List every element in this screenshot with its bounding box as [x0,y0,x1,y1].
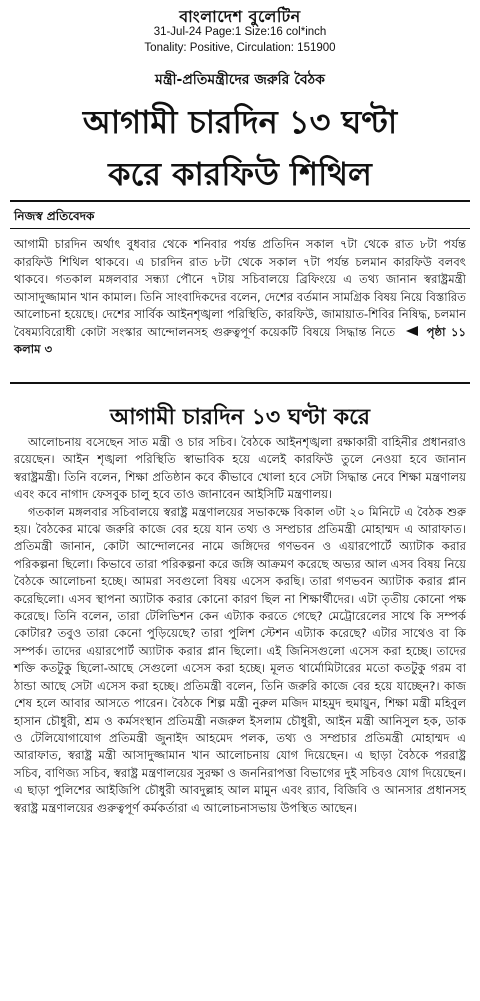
continuation-body [14,434,466,817]
continued-on-page: পৃষ্ঠা ১১ কলাম ৩ [14,324,467,356]
body-paragraph: আলোচনায় বসেছেন সাত মন্ত্রী ও চার সচিব। বৈঠকে আইনশৃঙ্খলা রক্ষাকারী বাহিনীর প্রধানরাও রয়েছেন। আইন শৃঙ্খলা পরিস্থিতি স্বাভাবিক হয়ে এলেই কারফিউ তুলে নেওয়া হবে জানান স্বরাষ্ট্রমন্ত্রী। তিনি বলেন, শিক্ষা প্রতিষ্ঠান কবে কীভাবে খোলা হবে সেটা সিদ্ধান্ত নেবে শিক্ষা মন্ত্রণালয় এবং কবে নাগাদ ফেসবুক চালু হবে তাও জানাবেন আইসিটি মন্ত্রণালয়। [14,435,466,502]
headline-line-2: করে কারফিউ শিথিল [108,155,372,193]
lead-text: আগামী চারদিন অর্থাৎ বুধবার থেকে শনিবার পর্যন্ত প্রতিদিন সকাল ৭টা থেকে রাত ৮টা পর্যন্ত কারফিউ শিথিল থাকবে। এ চারদিন রাত ৮টা থেকে সকাল ৭টা পর্যন্ত চলমান কারফিউ বলবৎ থাকবে। গতকাল মঙ্গলবার সন্ধ্যা পৌনে ৭টায় সচিবালয়ে ব্রিফিংয়ে এ তথ্য জানান স্বরাষ্ট্রমন্ত্রী আসাদুজ্জামান খান কামাল। তিনি সাংবাদিকদের বলেন, দেশের বর্তমান সামগ্রিক বিষয় নিয়ে বিস্তারিত আলোচনা হয়েছে। দেশের সার্বিক আইনশৃঙ্খলা পরিস্থিতি, কারফিউ, জামায়াত-শিবির নিষিদ্ধ, চলমান বৈষম্যবিরোধী কোটা সংস্কার আন্দোলনসহ গুরুত্বপূর্ণ কয়েকটি বিষয়ে সিদ্ধান্ত নিতে [14,237,466,339]
lead-paragraph [14,236,466,359]
rule-under-byline [10,228,470,229]
byline: নিজস্ব প্রতিবেদক [14,209,95,223]
continuation-headline: আগামী চারদিন ১৩ ঘণ্টা করে [109,405,371,430]
clipping-meta-line-2: Tonality: Positive, Circulation: 151900 [144,42,336,54]
headline-line-1: আগামী চারদিন ১৩ ঘণ্টা [82,103,398,141]
clipping-meta-line-1: 31-Jul-24 Page:1 Size:16 col*inch [153,26,327,38]
jump-arrow-icon [406,324,418,342]
kicker-headline: মন্ত্রী-প্রতিমন্ত্রীদের জরুরি বৈঠক [155,72,325,88]
body-paragraph: গতকাল মঙ্গলবার সচিবালয়ে স্বরাষ্ট্র মন্ত্রণালয়ের সভাকক্ষে বিকাল ৩টা ২০ মিনিটে এ বৈঠক শুরু হয়। বৈঠকের মাঝে জরুরি কাজে বের হয়ে যান তথ্য ও সম্প্রচার প্রতিমন্ত্রী মোহাম্মদ এ আরাফাত। প্রতিমন্ত্রী জানান, কোটা আন্দোলনের নামে জঙ্গিদের গণভবন ও এয়ারপোর্টে অ্যাটাক করার পরিকল্পনা ছিলো। কিভাবে তারা পরিকল্পনা করে জঙ্গি আক্রমণ করেছে অভ্যর আল এসব বিষয় নিয়ে বৈঠকে আলোচনা হচ্ছে। আমরা সবগুলো বিষয় এসেস করছি। তারা গণভবন অ্যাটাক করার প্লান করেছিলো। এসব স্থাপনা অ্যাটাক করার কোনো কারণ ছিল না শিক্ষার্থীদের। এটা তৃতীয় কোনো পক্ষ করেছে। তিনি বলেন, তারা টেলিভিশন কেন এট্যাক করতে গেছে? মেট্রোরেলের সাথে কি সম্পর্ক কোটার? তবুও তারা কেনো পুড়িয়েছে? তারা পুলিশ স্টেশন এট্যাক করেছে? এটার সাথেও বা কি সম্পর্ক। তাদের এয়ারপোর্ট অ্যাটাক করার প্লান ছিলো। এই জিনিসগুলো এসেস করা হচ্ছে। তাদের শক্তি কতটুকু ছিলো-আছে সেগুলো এসেস করা হচ্ছে। মূলত থার্মোমিটারের মতো কতটুকু গরম বা ঠান্ডা আছে সেটা এসেস করা হচ্ছে। প্রতিমন্ত্রী বলেন, তিনি জরুরি কাজে বের হয়ে যাচ্ছেন?। কাজ শেষ হলে আবার আসতে পারেন। বৈঠকে শিল্প মন্ত্রী নুরুল মজিদ মাহমুদ হুমায়ুন, শিক্ষা মন্ত্রী মহিবুল হাসান চৌধুরী, শ্রম ও কর্মসংস্থান প্রতিমন্ত্রী নজরুল ইসলাম চৌধুরী, আইন মন্ত্রী আনিসুল হক, ডাক ও টেলিযোগাযোগ প্রতিমন্ত্রী জুনাইদ আহমেদ পলক, তথ্য ও সম্প্রচার প্রতিমন্ত্রী মোহাম্মদ এ আরাফাত, স্বরাষ্ট্র মন্ত্রী আসাদুজ্জামান খান আলোচনায় যোগ দিয়েছেন। এ ছাড়া বৈঠকে পররাষ্ট্র সচিব, বাণিজ্য সচিব, স্বরাষ্ট্র মন্ত্রণালয়ের সুরক্ষা ও জননিরাপত্তা বিভাগের দুই সচিবও যোগ দিয়েছেন। এ ছাড়া পুলিশের আইজিপি চৌধুরী আবদুল্লাহ আল মামুন এবং র‌্যাব, বিজিবি ও আনসার প্রধানসহ স্বরাষ্ট্র মন্ত্রণালয়ের গুরুত্বপূর্ণ কর্মকর্তারা এ আলোচনাসভায় উপস্থিত আছেন। [14,504,467,815]
rule-top [10,200,470,202]
newspaper-masthead: বাংলাদেশ বুলেটিন [179,7,301,26]
rule-section [10,382,470,384]
